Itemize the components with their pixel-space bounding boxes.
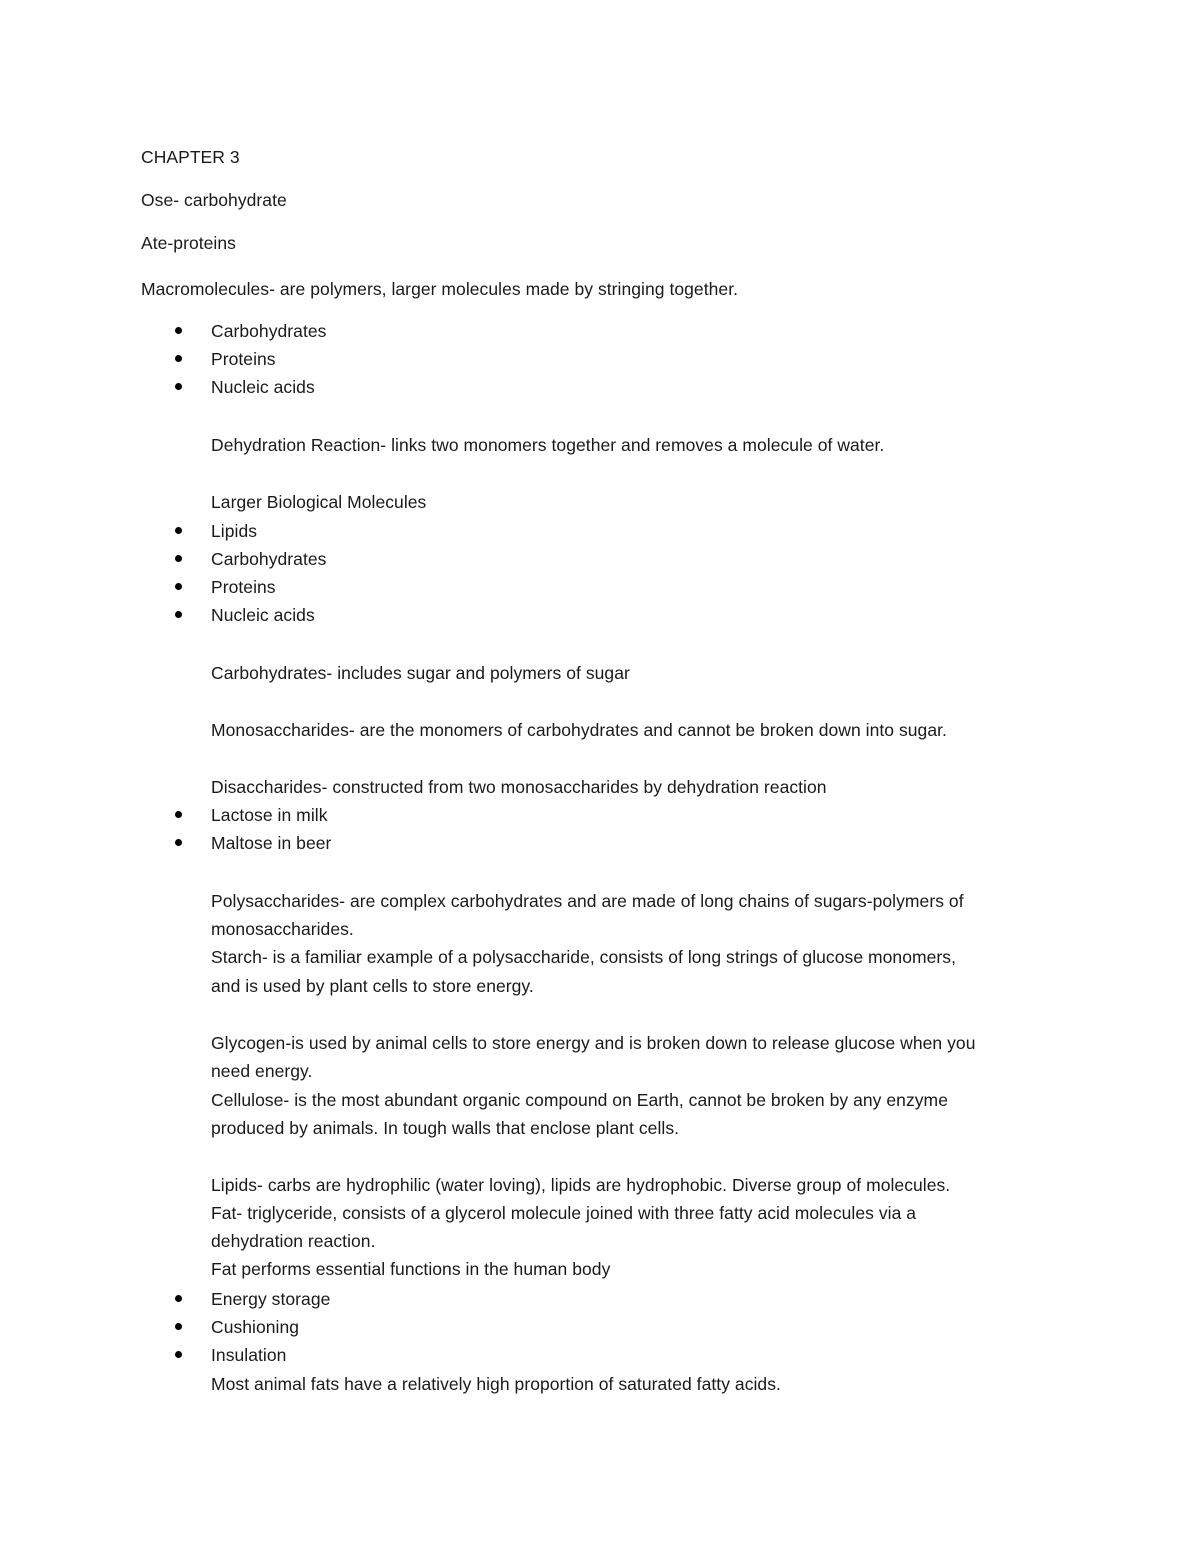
bullet-icon bbox=[175, 811, 182, 818]
fat-functions-line: Fat performs essential functions in the human body bbox=[211, 1259, 611, 1279]
bullet-icon bbox=[175, 1295, 182, 1302]
cellulose-line: produced by animals. In tough walls that enclose plant cells. bbox=[211, 1118, 680, 1138]
list-item: Cushioning bbox=[211, 1317, 300, 1337]
fat-line: dehydration reaction. bbox=[211, 1231, 376, 1251]
list-item: Lactose in milk bbox=[211, 805, 328, 825]
polysaccharides-line: Polysaccharides- are complex carbohydrates and are made of long chains of sugars-polymers of bbox=[211, 891, 964, 911]
glycogen-line: Glycogen-is used by animal cells to store energy and is broken down to release glucose when you bbox=[211, 1033, 976, 1053]
starch-line: and is used by plant cells to store energy. bbox=[211, 976, 534, 996]
bullet-icon bbox=[175, 583, 182, 590]
list-item: Proteins bbox=[211, 577, 276, 597]
list-item: Energy storage bbox=[211, 1289, 331, 1309]
list-item: Proteins bbox=[211, 349, 276, 369]
disaccharides-text: Disaccharides- constructed from two monosaccharides by dehydration reaction bbox=[211, 777, 827, 797]
bullet-icon bbox=[175, 355, 182, 362]
list-item: Insulation bbox=[211, 1345, 287, 1365]
bullet-icon bbox=[175, 555, 182, 562]
list-item: Carbohydrates bbox=[211, 321, 327, 341]
list-item: Lipids bbox=[211, 521, 258, 541]
bullet-icon bbox=[175, 839, 182, 846]
intro-line: Ose- carbohydrate bbox=[141, 190, 287, 210]
chapter-heading: CHAPTER 3 bbox=[141, 147, 240, 167]
cellulose-line: Cellulose- is the most abundant organic compound on Earth, cannot be broken by any enzyme bbox=[211, 1090, 948, 1110]
closing-line: Most animal fats have a relatively high proportion of saturated fatty acids. bbox=[211, 1374, 781, 1394]
list-item: Maltose in beer bbox=[211, 833, 332, 853]
list-item: Nucleic acids bbox=[211, 377, 315, 397]
bullet-icon bbox=[175, 327, 182, 334]
carbohydrates-text: Carbohydrates- includes sugar and polymers of sugar bbox=[211, 663, 630, 683]
list-item: Carbohydrates bbox=[211, 549, 327, 569]
bullet-icon bbox=[175, 1351, 182, 1358]
intro-line: Ate-proteins bbox=[141, 233, 236, 253]
dehydration-text: Dehydration Reaction- links two monomers together and removes a molecule of water. bbox=[211, 435, 885, 455]
monosaccharides-text: Monosaccharides- are the monomers of carbohydrates and cannot be broken down into sugar. bbox=[211, 720, 947, 740]
polysaccharides-line: monosaccharides. bbox=[211, 919, 354, 939]
bullet-icon bbox=[175, 383, 182, 390]
glycogen-line: need energy. bbox=[211, 1061, 313, 1081]
list-item: Nucleic acids bbox=[211, 605, 315, 625]
starch-line: Starch- is a familiar example of a polysaccharide, consists of long strings of glucose monomers, bbox=[211, 947, 956, 967]
bullet-icon bbox=[175, 527, 182, 534]
bullet-icon bbox=[175, 1323, 182, 1330]
fat-line: Fat- triglyceride, consists of a glycerol molecule joined with three fatty acid molecules via a bbox=[211, 1203, 917, 1223]
lipids-line: Lipids- carbs are hydrophilic (water loving), lipids are hydrophobic. Diverse group of molecules. bbox=[211, 1175, 951, 1195]
intro-line: Macromolecules- are polymers, larger molecules made by stringing together. bbox=[141, 279, 739, 299]
bullet-icon bbox=[175, 611, 182, 618]
section-title: Larger Biological Molecules bbox=[211, 492, 427, 512]
